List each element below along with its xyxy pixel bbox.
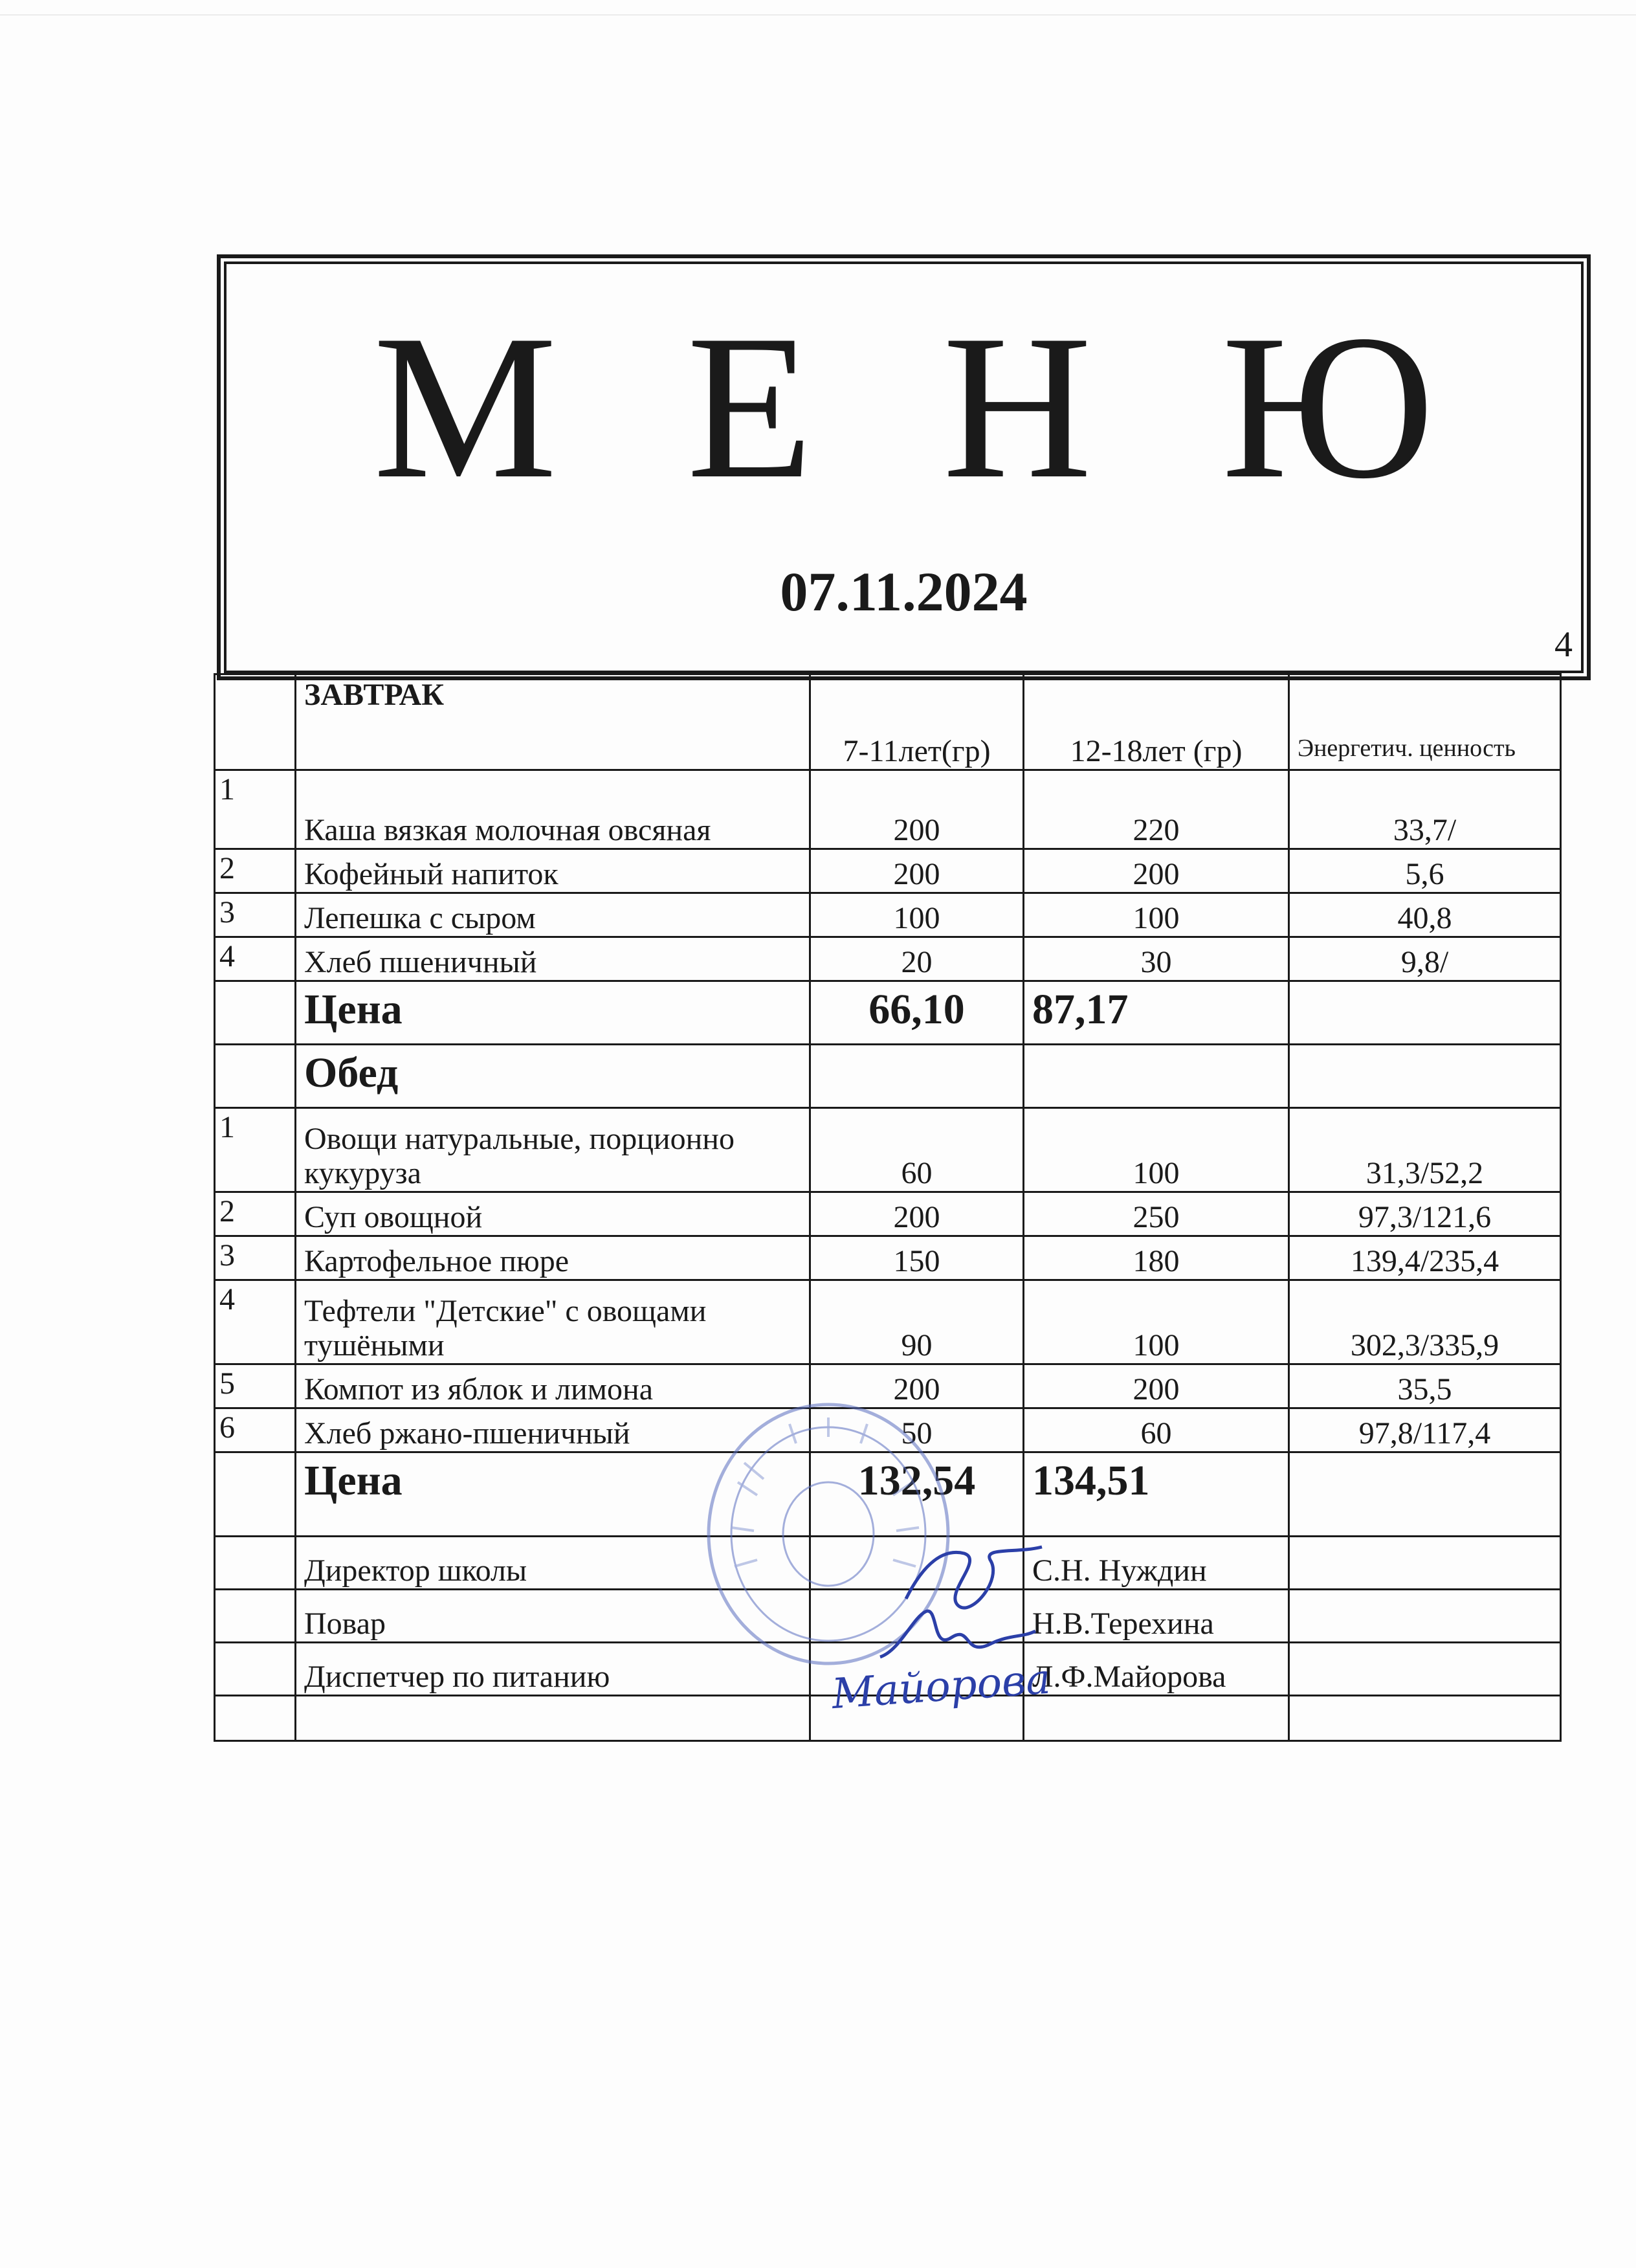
portion-7-11: 90 <box>810 1280 1024 1364</box>
row-number: 3 <box>215 893 296 937</box>
portion-7-11: 150 <box>810 1236 1024 1280</box>
page-number: 4 <box>1554 625 1573 665</box>
age-12-18-header: 12-18лет (гр) <box>1024 674 1289 770</box>
row-number: 3 <box>215 1236 296 1280</box>
energy-value: 97,8/117,4 <box>1289 1408 1561 1452</box>
dish-name: Кофейный напиток <box>296 849 810 893</box>
table-row <box>215 937 1561 981</box>
table-row <box>215 1280 1561 1364</box>
portion-12-18: 30 <box>1024 937 1289 981</box>
row-number: 1 <box>215 1108 296 1192</box>
dish-name: Овощи натуральные, порционно кукуруза <box>296 1108 810 1192</box>
energy-value: 5,6 <box>1289 849 1561 893</box>
energy-value: 97,3/121,6 <box>1289 1192 1561 1236</box>
energy-value: 33,7/ <box>1289 770 1561 849</box>
portion-12-18: 100 <box>1024 893 1289 937</box>
portion-12-18: 180 <box>1024 1236 1289 1280</box>
portion-7-11: 200 <box>810 1192 1024 1236</box>
portion-12-18: 250 <box>1024 1192 1289 1236</box>
scan-edge-line <box>0 14 1636 16</box>
portion-7-11: 200 <box>810 770 1024 849</box>
table-row <box>215 1108 1561 1192</box>
table-row <box>215 770 1561 849</box>
row-number: 2 <box>215 1192 296 1236</box>
dish-name: Суп овощной <box>296 1192 810 1236</box>
price-label: Цена <box>296 1452 810 1537</box>
menu-title-box <box>217 254 1591 680</box>
row-number: 5 <box>215 1364 296 1408</box>
menu-title: М Е Н Ю <box>373 293 1474 522</box>
energy-value: 31,3/52,2 <box>1289 1108 1561 1192</box>
dish-name: Компот из яблок и лимона <box>296 1364 810 1408</box>
lunch-title-row <box>215 1045 1561 1108</box>
dish-name: Лепешка с сыром <box>296 893 810 937</box>
energy-value: 9,8/ <box>1289 937 1561 981</box>
breakfast-header: ЗАВТРАК <box>296 674 810 770</box>
energy-value: 40,8 <box>1289 893 1561 937</box>
portion-7-11: 200 <box>810 849 1024 893</box>
table-row <box>215 849 1561 893</box>
portion-12-18: 100 <box>1024 1280 1289 1364</box>
portion-7-11: 60 <box>810 1108 1024 1192</box>
row-number: 6 <box>215 1408 296 1452</box>
energy-value: 302,3/335,9 <box>1289 1280 1561 1364</box>
signer-role: Диспетчер по питанию <box>296 1643 810 1696</box>
row-number: 2 <box>215 849 296 893</box>
breakfast-price-row <box>215 981 1561 1045</box>
row-number: 4 <box>215 1280 296 1364</box>
table-row <box>215 1192 1561 1236</box>
table-row <box>215 893 1561 937</box>
dish-name: Картофельное пюре <box>296 1236 810 1280</box>
num-header-cell <box>215 674 296 770</box>
portion-12-18: 200 <box>1024 849 1289 893</box>
row-number: 4 <box>215 937 296 981</box>
portion-7-11: 20 <box>810 937 1024 981</box>
signer-role: Повар <box>296 1590 810 1643</box>
lunch-title: Обед <box>296 1045 810 1108</box>
portion-12-18: 220 <box>1024 770 1289 849</box>
portion-12-18: 60 <box>1024 1408 1289 1452</box>
energy-header: Энергетич. ценность <box>1289 674 1561 770</box>
dish-name: Хлеб ржано-пшеничный <box>296 1408 810 1452</box>
menu-date: 07.11.2024 <box>780 561 1028 623</box>
dish-name: Тефтели "Детские" с овощами тушёными <box>296 1280 810 1364</box>
signer-name: Л.Ф.Майорова <box>1024 1643 1289 1696</box>
portion-12-18: 100 <box>1024 1108 1289 1192</box>
table-row <box>215 1236 1561 1280</box>
price-label: Цена <box>296 981 810 1045</box>
signer-role: Директор школы <box>296 1537 810 1590</box>
portion-12-18: 200 <box>1024 1364 1289 1408</box>
row-number: 1 <box>215 770 296 849</box>
age-7-11-header: 7-11лет(гр) <box>810 674 1024 770</box>
portion-7-11: 200 <box>810 1364 1024 1408</box>
energy-value: 35,5 <box>1289 1364 1561 1408</box>
dish-name: Каша вязкая молочная овсяная <box>296 770 810 849</box>
energy-value: 139,4/235,4 <box>1289 1236 1561 1280</box>
price-7-11: 132,54 <box>810 1452 1024 1537</box>
dispatcher-signature: Майорова <box>830 1655 1052 1719</box>
signer-name: Н.В.Терехина <box>1024 1590 1289 1643</box>
signer-name: С.Н. Нуждин <box>1024 1537 1289 1590</box>
dish-name: Хлеб пшеничный <box>296 937 810 981</box>
price-12-18: 134,51 <box>1024 1452 1289 1537</box>
price-7-11: 66,10 <box>810 981 1024 1045</box>
portion-7-11: 100 <box>810 893 1024 937</box>
price-12-18: 87,17 <box>1024 981 1289 1045</box>
table-header-row <box>215 674 1561 770</box>
portion-7-11: 50 <box>810 1408 1024 1452</box>
